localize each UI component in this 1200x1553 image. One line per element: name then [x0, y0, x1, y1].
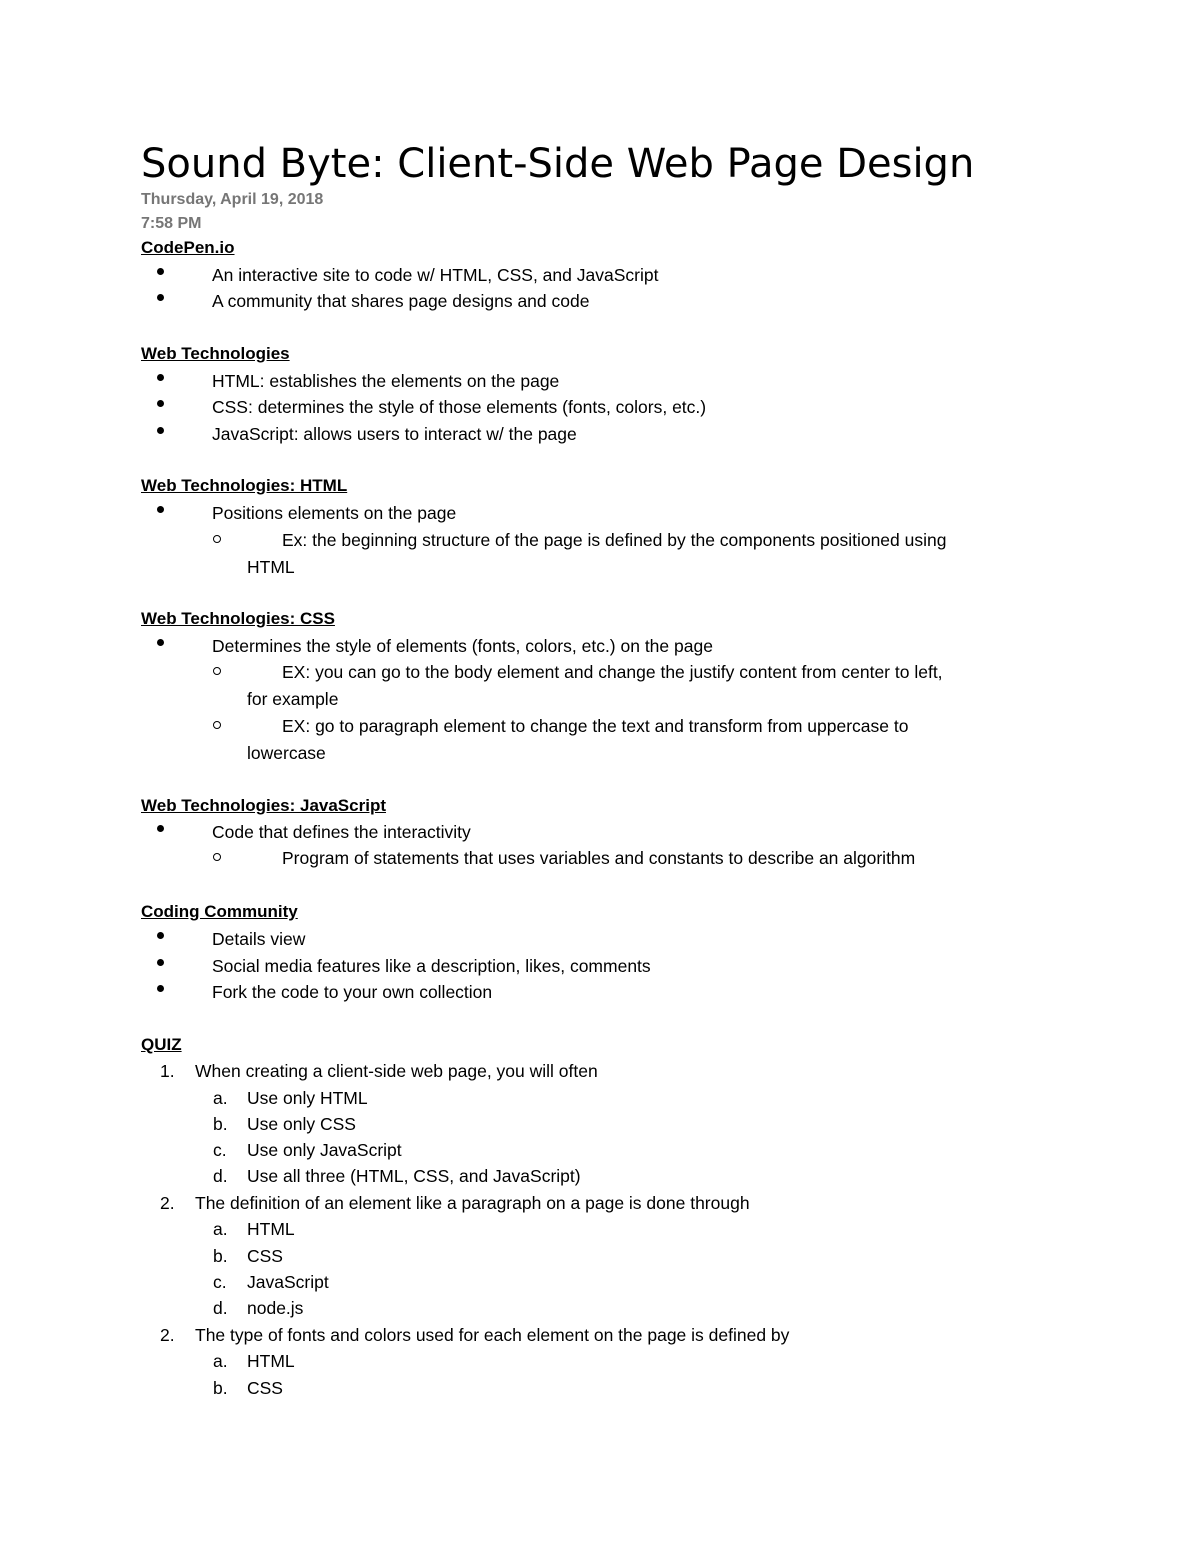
sub-list-item-continuation: for example — [247, 689, 339, 709]
bullet-dot — [157, 639, 164, 646]
list-item: HTML: establishes the elements on the page — [212, 371, 560, 391]
bullet-dot — [157, 985, 164, 992]
bullet-dot — [157, 400, 164, 407]
list-item: An interactive site to code w/ HTML, CSS, and JavaScript — [212, 265, 659, 285]
sub-list-item: Program of statements that uses variables and constants to describe an algorithm — [282, 848, 916, 868]
option-letter: b. — [213, 1114, 228, 1134]
question-number: 1. — [160, 1061, 175, 1081]
list-item: Positions elements on the page — [212, 503, 457, 523]
question-number: 2. — [160, 1325, 175, 1345]
option-letter: a. — [213, 1351, 228, 1371]
list-item: Determines the style of elements (fonts, colors, etc.) on the page — [212, 636, 713, 656]
option-text: node.js — [247, 1298, 304, 1318]
list-item: A community that shares page designs and code — [212, 291, 590, 311]
list-item: CSS: determines the style of those elements (fonts, colors, etc.) — [212, 397, 707, 417]
question-text: The definition of an element like a paragraph on a page is done through — [195, 1193, 750, 1213]
list-item: Social media features like a description, likes, comments — [212, 956, 651, 976]
bullet-dot — [157, 294, 164, 301]
option-text: Use only JavaScript — [247, 1140, 402, 1160]
sub-bullet-circle — [213, 721, 221, 729]
question-text: The type of fonts and colors used for each element on the page is defined by — [195, 1325, 790, 1345]
bullet-dot — [157, 268, 164, 275]
section-heading-css: Web Technologies: CSS — [141, 609, 335, 628]
option-text: Use only CSS — [247, 1114, 356, 1134]
sub-bullet-circle — [213, 535, 221, 543]
sub-list-item: EX: you can go to the body element and change the justify content from center to left, — [282, 662, 943, 682]
option-text: Use only HTML — [247, 1088, 368, 1108]
note-time: 7:58 PM — [141, 215, 202, 232]
section-heading-html: Web Technologies: HTML — [141, 476, 348, 495]
option-text: HTML — [247, 1219, 295, 1239]
list-item: Code that defines the interactivity — [212, 822, 471, 842]
section-heading-web-technologies: Web Technologies — [141, 344, 290, 363]
bullet-dot — [157, 825, 164, 832]
question-text: When creating a client-side web page, you will often — [195, 1061, 598, 1081]
option-text: JavaScript — [247, 1272, 329, 1292]
option-letter: d. — [213, 1166, 228, 1186]
sub-bullet-circle — [213, 667, 221, 675]
sub-list-item-continuation: lowercase — [247, 743, 326, 763]
option-text: CSS — [247, 1378, 283, 1398]
section-heading-coding-community: Coding Community — [141, 902, 298, 921]
bullet-dot — [157, 374, 164, 381]
sub-list-item: EX: go to paragraph element to change the text and transform from uppercase to — [282, 716, 909, 736]
sub-list-item: Ex: the beginning structure of the page is defined by the components positioned using — [282, 530, 947, 550]
option-letter: b. — [213, 1246, 228, 1266]
section-heading-javascript: Web Technologies: JavaScript — [141, 796, 386, 815]
option-letter: d. — [213, 1298, 228, 1318]
option-letter: c. — [213, 1140, 227, 1160]
bullet-dot — [157, 932, 164, 939]
option-text: CSS — [247, 1246, 283, 1266]
option-text: Use all three (HTML, CSS, and JavaScript) — [247, 1166, 581, 1186]
sub-bullet-circle — [213, 853, 221, 861]
option-letter: a. — [213, 1088, 228, 1108]
question-number: 2. — [160, 1193, 175, 1213]
section-heading-quiz: QUIZ — [141, 1035, 182, 1054]
list-item: Details view — [212, 929, 306, 949]
option-text: HTML — [247, 1351, 295, 1371]
option-letter: c. — [213, 1272, 227, 1292]
option-letter: a. — [213, 1219, 228, 1239]
section-heading-codepen: CodePen.io — [141, 238, 235, 257]
bullet-dot — [157, 959, 164, 966]
bullet-dot — [157, 506, 164, 513]
option-letter: b. — [213, 1378, 228, 1398]
sub-list-item-continuation: HTML — [247, 557, 295, 577]
bullet-dot — [157, 427, 164, 434]
list-item: Fork the code to your own collection — [212, 982, 493, 1002]
note-date: Thursday, April 19, 2018 — [141, 191, 324, 208]
list-item: JavaScript: allows users to interact w/ the page — [212, 424, 577, 444]
page-title: Sound Byte: Client-Side Web Page Design — [141, 141, 975, 187]
